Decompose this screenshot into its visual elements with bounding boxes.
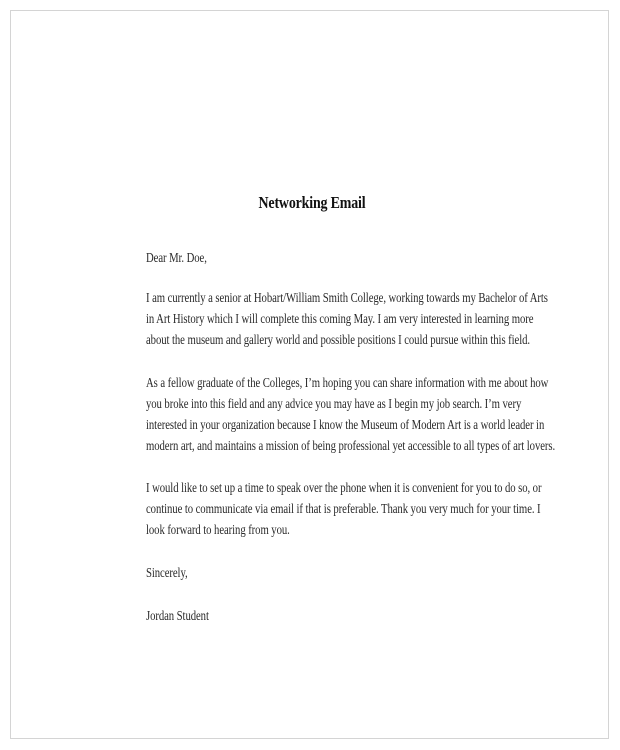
closing xyxy=(146,562,188,583)
paragraph-3 xyxy=(146,477,541,540)
document-page xyxy=(10,10,609,739)
paragraph-1 xyxy=(146,287,548,350)
paragraph-line: interested in your organization because I know the Museum of Modern Art is a world leader in xyxy=(146,417,545,432)
signature xyxy=(146,605,209,626)
paragraph-line: in Art History which I will complete this coming May. I am very interested in learning more xyxy=(146,311,534,326)
paragraph-line: As a fellow graduate of the Colleges, I’m hoping you can share information with me about how xyxy=(146,375,549,390)
greeting xyxy=(146,247,207,268)
document-title: Networking Email xyxy=(258,193,366,212)
greeting-text: Dear Mr. Doe, xyxy=(146,250,207,265)
paragraph-line: about the museum and gallery world and possible positions I could pursue within this field. xyxy=(146,332,530,347)
paragraph-line: continue to communicate via email if that is preferable. Thank you very much for your time. I xyxy=(146,501,541,516)
paragraph-2 xyxy=(146,372,555,456)
paragraph-line: modern art, and maintains a mission of being professional yet accessible to all types of art lovers. xyxy=(146,438,556,453)
signature-name: Jordan Student xyxy=(146,608,209,623)
paragraph-line: look forward to hearing from you. xyxy=(146,522,290,537)
paragraph-line: I am currently a senior at Hobart/William Smith College, working towards my Bachelor of Arts xyxy=(146,290,548,305)
closing-text: Sincerely, xyxy=(146,565,188,580)
paragraph-line: you broke into this field and any advice you may have as I begin my job search. I’m very xyxy=(146,396,522,411)
paragraph-line: I would like to set up a time to speak over the phone when it is convenient for you to do so, or xyxy=(146,480,542,495)
